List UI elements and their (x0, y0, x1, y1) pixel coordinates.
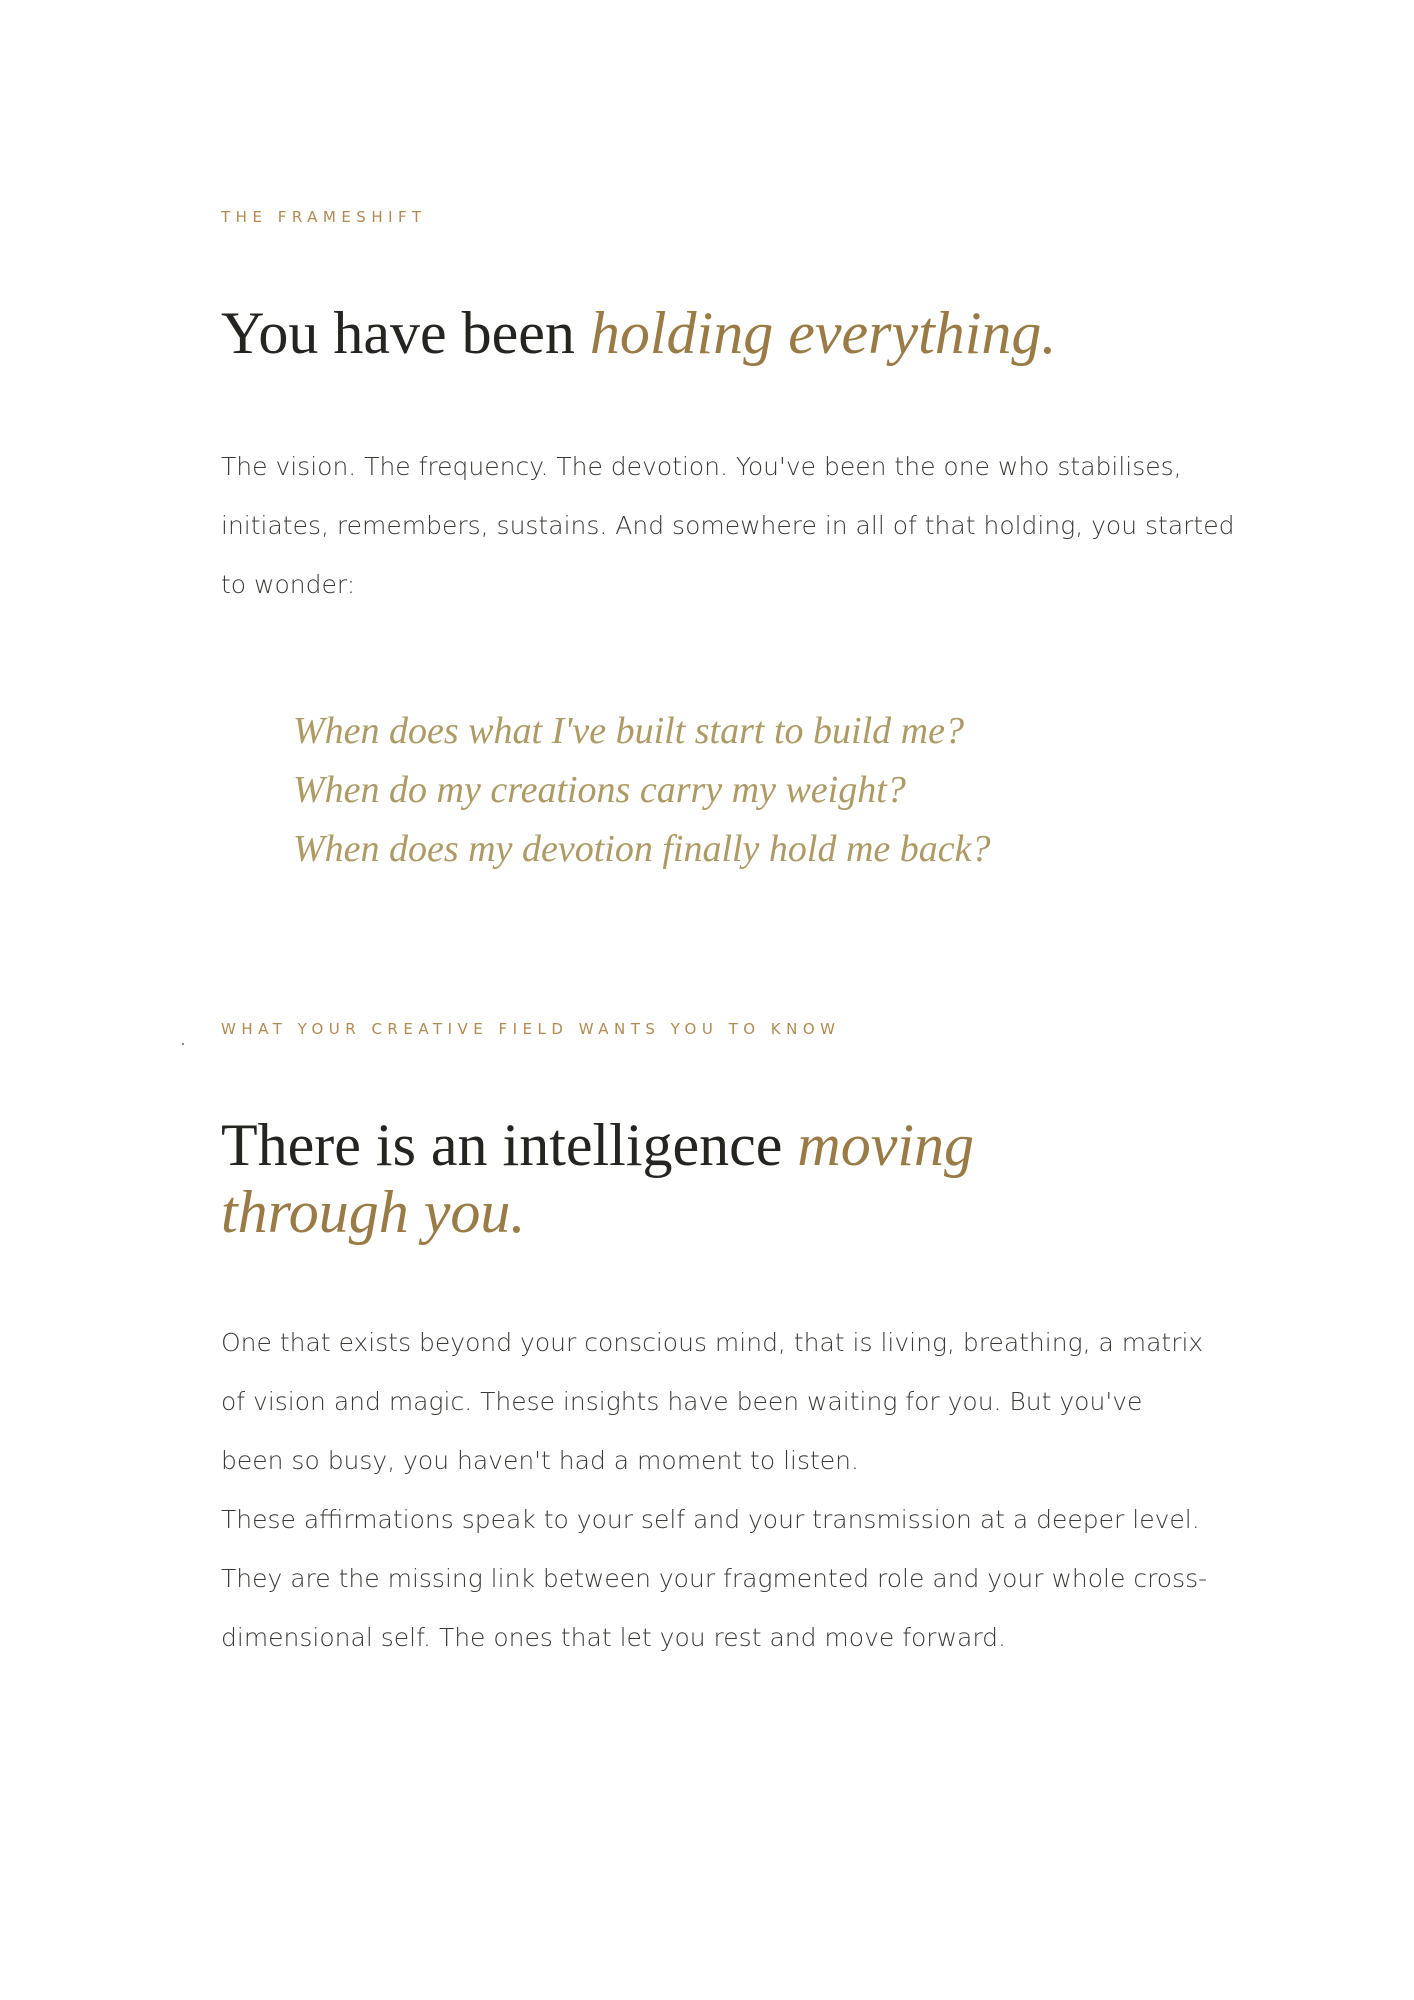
decorative-dot (182, 1043, 184, 1045)
quote-line: When does my devotion finally hold me back? (293, 828, 991, 870)
intro-paragraph: The vision. The frequency. The devotion. You've been the one who stabilises, initiates, remembers, sustains. And somewhere in all of that holding, you started to wonder: (221, 452, 1235, 599)
intelligence-paragraph: One that exists beyond your conscious mind, that is living, breathing, a matrix of vision and magic. These insights have been waiting for you. But you've been so busy, you haven't had a moment to listen. (221, 1328, 1204, 1475)
section-eyebrow-frameshift: THE FRAMESHIFT (221, 208, 427, 226)
headline-intelligence (221, 1112, 1021, 1246)
headline-holding-everything (221, 300, 1221, 367)
quote-block (293, 702, 991, 879)
section-eyebrow-creative-field: WHAT YOUR CREATIVE FIELD WANTS YOU TO KNOW (221, 1020, 841, 1038)
headline-accent-text-line2: through you. (221, 1179, 526, 1245)
quote-line: When do my creations carry my weight? (293, 769, 906, 811)
headline-accent-text: moving (797, 1112, 975, 1178)
affirmations-paragraph: These affirmations speak to your self and your transmission at a deeper level. They are the missing link between your fragmented role and your whole cross-dimensional self. The ones that let you rest and move forward. (221, 1505, 1208, 1652)
quote-line: When does what I've built start to build me? (293, 710, 964, 752)
headline-accent-text: holding everything. (589, 300, 1057, 366)
headline-plain-text: There is an intelligence (221, 1112, 798, 1178)
headline-plain-text: You have been (221, 300, 590, 366)
